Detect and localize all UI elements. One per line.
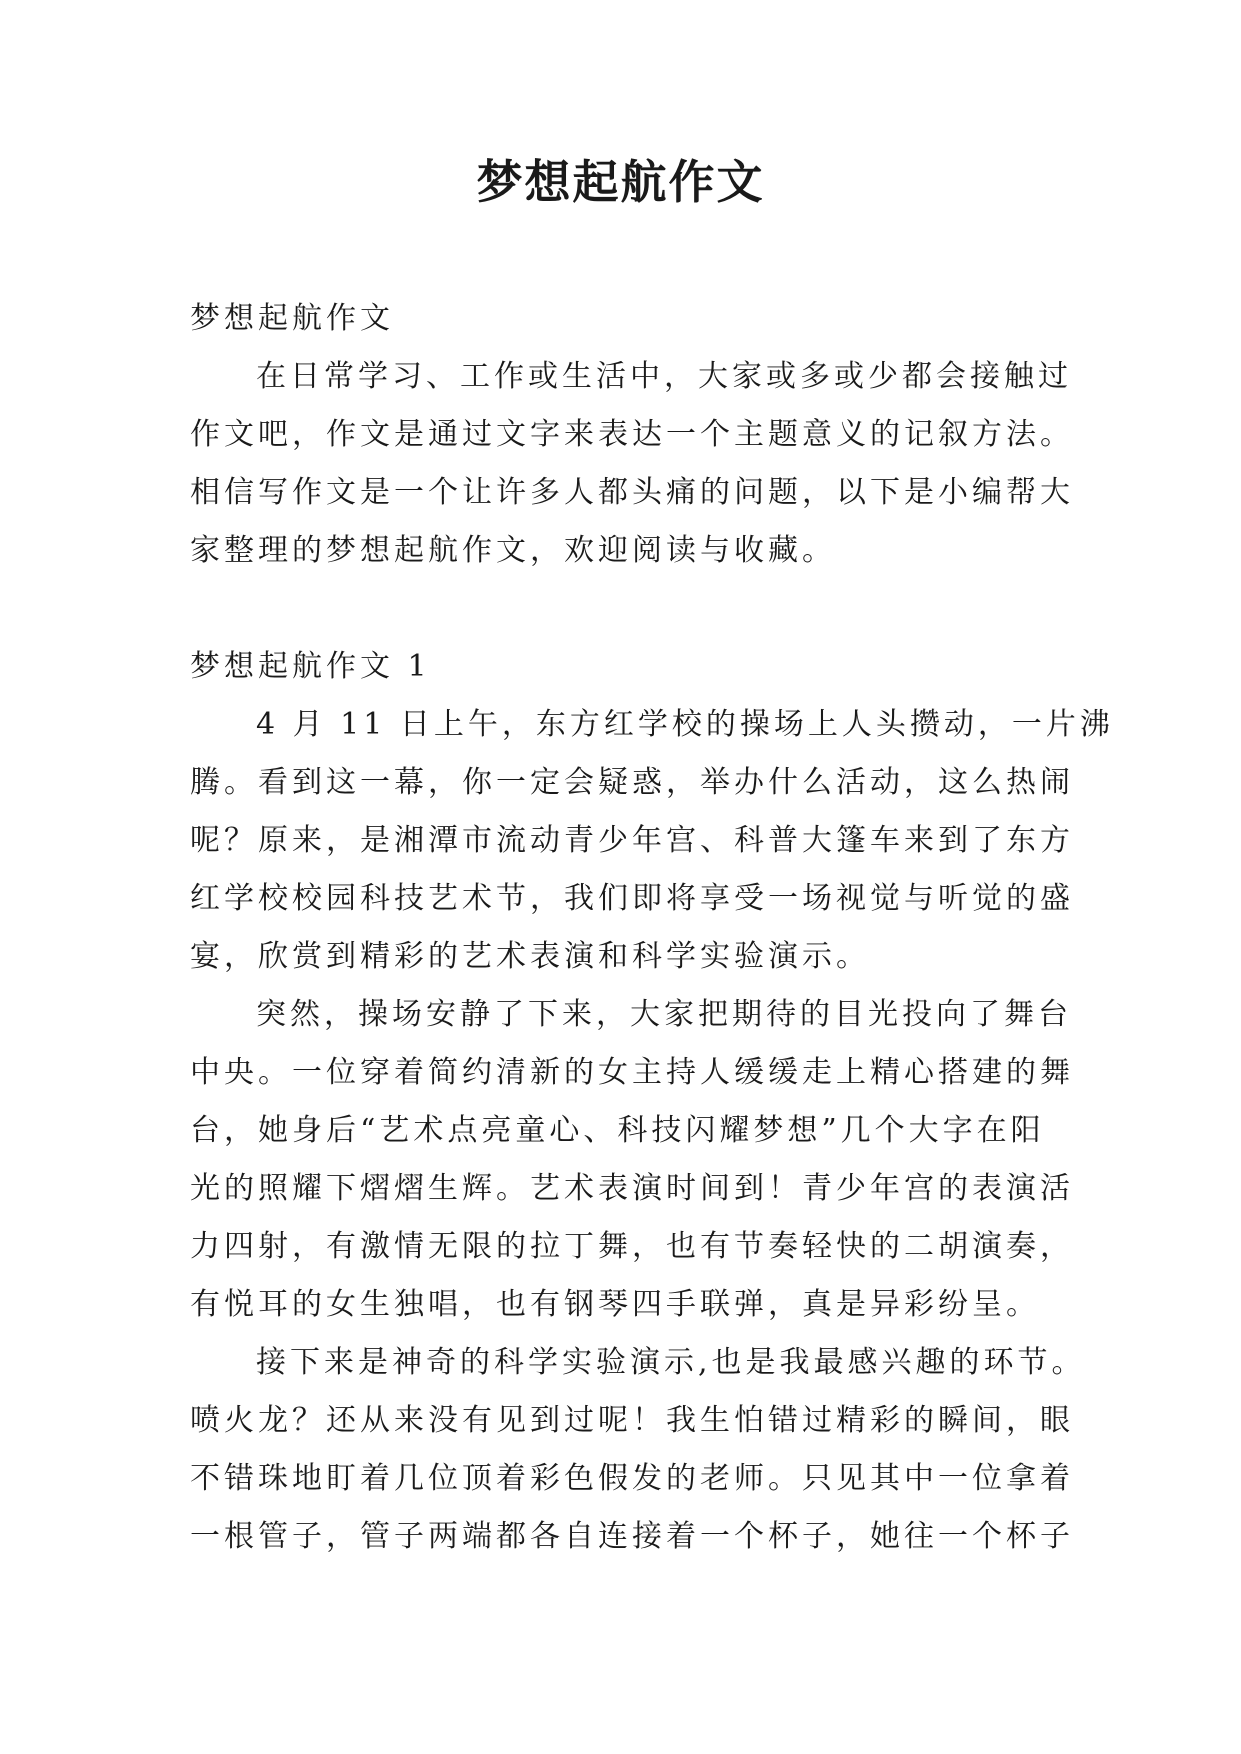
essay-1-paragraph-1 — [190, 696, 1114, 986]
essay-1-paragraph-3 — [190, 1334, 1086, 1566]
text-line: 腾。看到这一幕，你一定会疑惑，举办什么活动，这么热闹 — [190, 765, 1074, 800]
text-line: 红学校校园科技艺术节，我们即将享受一场视觉与听觉的盛 — [190, 881, 1074, 916]
text-line: 光的照耀下熠熠生辉。艺术表演时间到！青少年宫的表演活 — [190, 1171, 1074, 1206]
essay-1-paragraph-2 — [190, 986, 1074, 1334]
text-line: 力四射，有激情无限的拉丁舞，也有节奏轻快的二胡演奏， — [190, 1229, 1074, 1264]
text-line: 一根管子，管子两端都各自连接着一个杯子，她往一个杯子 — [190, 1519, 1074, 1554]
text-line: 作文吧，作文是通过文字来表达一个主题意义的记叙方法。 — [190, 417, 1074, 452]
text-line: 相信写作文是一个让许多人都头痛的问题，以下是小编帮大 — [190, 475, 1074, 510]
text-line: 在日常学习、工作或生活中，大家或多或少都会接触过 — [256, 359, 1072, 394]
text-line: 喷火龙？还从来没有见到过呢！我生怕错过精彩的瞬间，眼 — [190, 1403, 1074, 1438]
essay-1-heading: 梦想起航作文 1 — [190, 649, 431, 684]
text-line: 有悦耳的女生独唱，也有钢琴四手联弹，真是异彩纷呈。 — [190, 1287, 1040, 1322]
text-line: 家整理的梦想起航作文，欢迎阅读与收藏。 — [190, 533, 836, 568]
text-line: 中央。一位穿着简约清新的女主持人缓缓走上精心搭建的舞 — [190, 1055, 1074, 1090]
text-line: 突然，操场安静了下来，大家把期待的目光投向了舞台 — [256, 997, 1072, 1032]
intro-heading: 梦想起航作文 — [190, 301, 394, 336]
text-line: 呢？原来，是湘潭市流动青少年宫、科普大篷车来到了东方 — [190, 823, 1074, 858]
section-spacer — [190, 580, 1055, 638]
document-title: 梦想起航作文 — [476, 155, 765, 209]
text-line: 不错珠地盯着几位顶着彩色假发的老师。只见其中一位拿着 — [190, 1461, 1074, 1496]
text-line: 宴，欣赏到精彩的艺术表演和科学实验演示。 — [190, 939, 870, 974]
text-line: 4 月 11 日上午，东方红学校的操场上人头攒动，一片沸 — [256, 707, 1114, 742]
text-line: 接下来是神奇的科学实验演示,也是我最感兴趣的环节。 — [256, 1345, 1086, 1380]
document-body — [190, 290, 1114, 1566]
intro-paragraph — [190, 348, 1074, 580]
text-line: 台，她身后“艺术点亮童心、科技闪耀梦想”几个大字在阳 — [190, 1113, 1045, 1148]
